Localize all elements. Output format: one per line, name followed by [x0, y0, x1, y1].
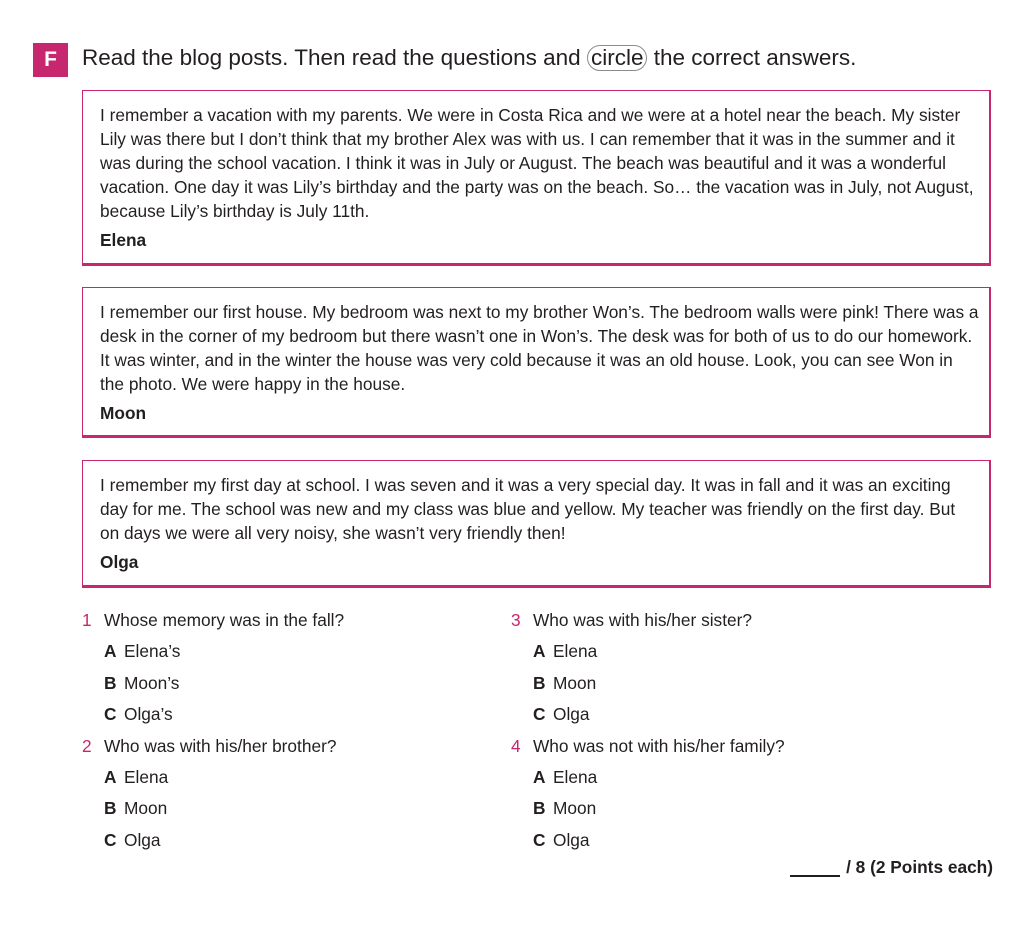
question-2 [82, 731, 344, 762]
option-letter: A [104, 641, 117, 662]
blog-post-moon [82, 287, 991, 438]
post-text: I remember a vacation with my parents. We were in Costa Rica and we were at a hotel near the beach. My sister Lily was there but I don’t think that my brother Alex was with us. I can remember that it was in the summer and it was during the school vacation. I think it was in July or August. The beach was beautiful and it was a wonderful vacation. One day it was Lily’s birthday and the party was on the beach. So… the vacation was in July, not August, because Lily’s birthday is July 11th. [100, 105, 974, 221]
blog-post-elena [82, 90, 991, 266]
question-text: Who was not with his/her family? [533, 735, 785, 756]
option-letter: C [533, 704, 546, 725]
option-letter: C [104, 829, 117, 850]
option-text[interactable]: Elena’s [124, 641, 181, 662]
blog-post-olga [82, 460, 991, 588]
post-author: Elena [100, 230, 147, 250]
option-4b[interactable] [511, 793, 785, 825]
option-text[interactable]: Moon’s [124, 672, 180, 693]
option-text[interactable]: Olga’s [124, 704, 173, 725]
question-1 [82, 605, 344, 636]
post-author: Moon [100, 403, 147, 423]
question-text: Who was with his/her sister? [533, 610, 752, 630]
option-1c[interactable] [82, 699, 344, 731]
option-4c[interactable] [511, 825, 785, 857]
option-1a[interactable] [82, 636, 344, 668]
post-text: I remember our first house. My bedroom was next to my brother Won’s. The bedroom walls were pink! There was a desk in the corner of my bedroom but there wasn’t one in Won’s. The desk was for both of us to do our homework. It was winter, and in the winter the house was very cold because it was an old house. Look, you can see Won in the photo. We were happy in the house. [100, 302, 979, 394]
question-3 [511, 605, 785, 636]
option-text[interactable]: Moon [553, 798, 597, 819]
score-text: / 8 (2 Points each) [846, 857, 993, 877]
option-text[interactable]: Olga [553, 704, 590, 725]
option-3a[interactable] [511, 636, 785, 668]
question-number: 1 [82, 610, 92, 630]
option-letter: C [533, 829, 546, 850]
post-text: I remember my first day at school. I was seven and it was a very special day. It was in fall and it was an exciting day for me. The school was new and my class was blue and yellow. My teacher was friendly on the first day. But on days we were all very noisy, she wasn’t very friendly then! [100, 475, 956, 543]
exercise-letter-badge: F [33, 43, 68, 77]
question-4 [511, 731, 785, 762]
option-text[interactable]: Elena [553, 766, 598, 787]
option-4a[interactable] [511, 762, 785, 794]
option-letter: A [104, 766, 117, 787]
option-text[interactable]: Olga [553, 829, 590, 850]
question-number: 3 [511, 610, 521, 630]
score-blank[interactable] [790, 859, 840, 877]
option-letter: B [533, 672, 546, 693]
questions-right-column [511, 605, 785, 856]
option-text[interactable]: Olga [124, 829, 161, 850]
option-2a[interactable] [82, 762, 344, 794]
question-text: Whose memory was in the fall? [104, 610, 345, 630]
question-text: Who was with his/her brother? [104, 735, 337, 756]
score-line [790, 857, 993, 878]
instruction [82, 45, 856, 71]
option-text[interactable]: Moon [553, 672, 597, 693]
option-letter: C [104, 704, 117, 725]
instruction-text-end: the correct answers. [653, 45, 857, 70]
option-3c[interactable] [511, 699, 785, 731]
circled-word: circle [587, 45, 648, 71]
questions-left-column [82, 605, 344, 856]
post-author: Olga [100, 552, 139, 572]
option-text[interactable]: Elena [124, 766, 169, 787]
instruction-text: Read the blog posts. Then read the questions and [82, 45, 581, 70]
option-3b[interactable] [511, 668, 785, 700]
option-2c[interactable] [82, 825, 344, 857]
option-letter: A [533, 641, 546, 662]
option-2b[interactable] [82, 793, 344, 825]
option-text[interactable]: Moon [124, 798, 168, 819]
option-letter: B [533, 798, 546, 819]
option-1b[interactable] [82, 668, 344, 700]
option-letter: B [104, 798, 117, 819]
option-letter: A [533, 766, 546, 787]
question-number: 4 [511, 735, 521, 756]
option-letter: B [104, 672, 117, 693]
question-number: 2 [82, 735, 92, 756]
option-text[interactable]: Elena [553, 641, 598, 662]
